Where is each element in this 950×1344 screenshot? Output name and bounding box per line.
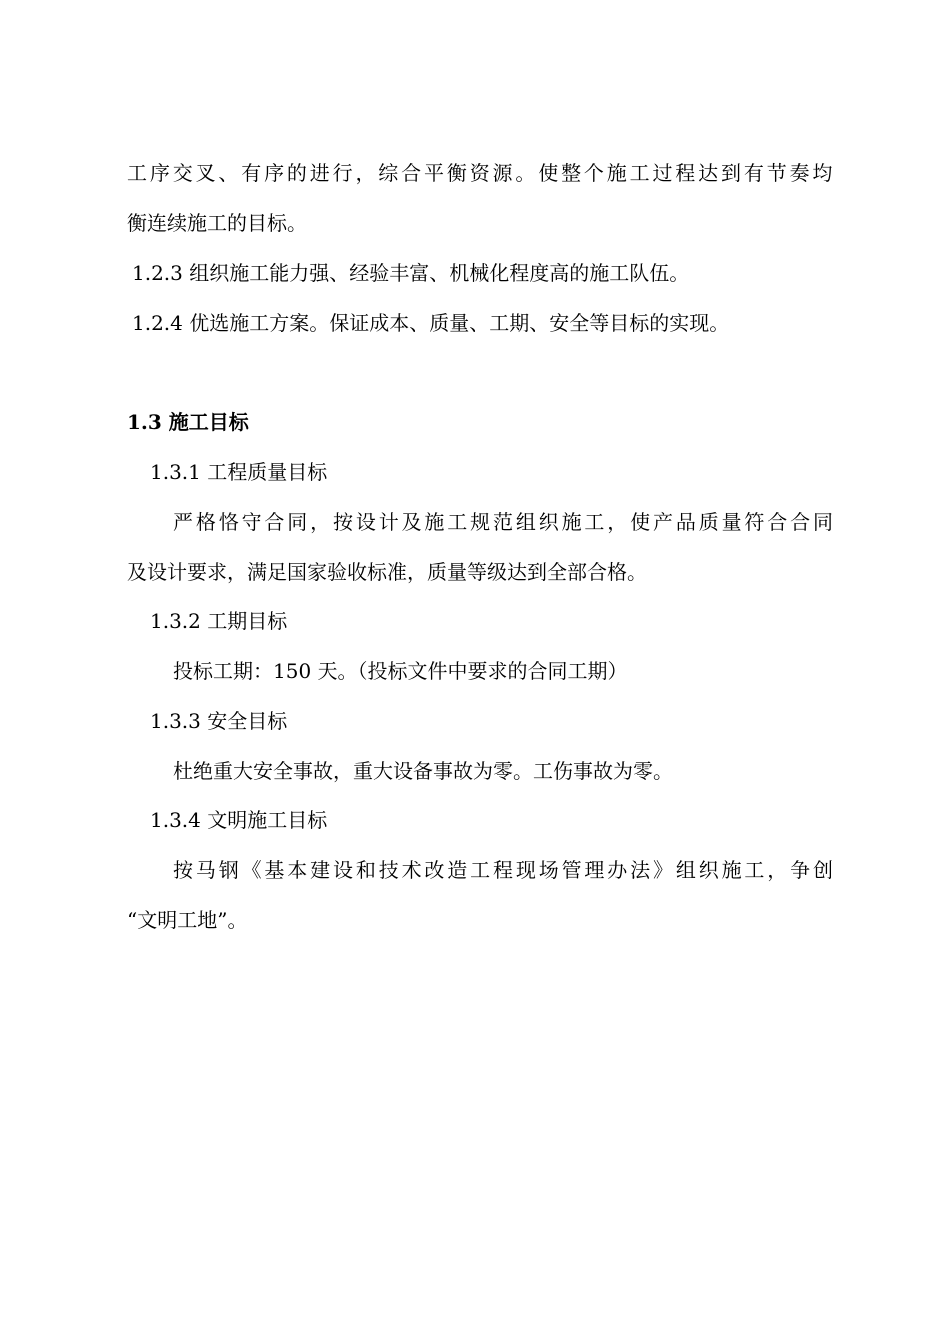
paragraph-line: 及设计要求，满足国家验收标准，质量等级达到全部合格。 (127, 560, 647, 584)
paragraph-line: “文明工地”。 (127, 908, 248, 932)
paragraph-line: 工序交叉、有序的进行，综合平衡资源。使整个施工过程达到有节奏均 (127, 161, 833, 185)
list-item-1-2-4: 1.2.4 优选施工方案。保证成本、质量、工期、安全等目标的实现。 (132, 311, 730, 335)
subheading-1-3-2: 1.3.2 工期目标 (150, 609, 288, 633)
subheading-1-3-1: 1.3.1 工程质量目标 (150, 460, 328, 484)
paragraph-line: 杜绝重大安全事故，重大设备事故为零。工伤事故为零。 (173, 759, 673, 783)
paragraph-line: 衡连续施工的目标。 (127, 211, 307, 235)
paragraph-line: 投标工期：150 天。（投标文件中要求的合同工期） (173, 659, 628, 683)
list-item-1-2-3: 1.2.3 组织施工能力强、经验丰富、机械化程度高的施工队伍。 (132, 261, 690, 285)
paragraph-line: 严格恪守合同，按设计及施工规范组织施工，使产品质量符合合同 (173, 510, 833, 534)
paragraph-line: 按马钢《基本建设和技术改造工程现场管理办法》组织施工，争创 (173, 858, 833, 882)
subheading-1-3-3: 1.3.3 安全目标 (150, 709, 288, 733)
section-heading-1-3: 1.3 施工目标 (127, 410, 249, 434)
subheading-1-3-4: 1.3.4 文明施工目标 (150, 808, 328, 832)
